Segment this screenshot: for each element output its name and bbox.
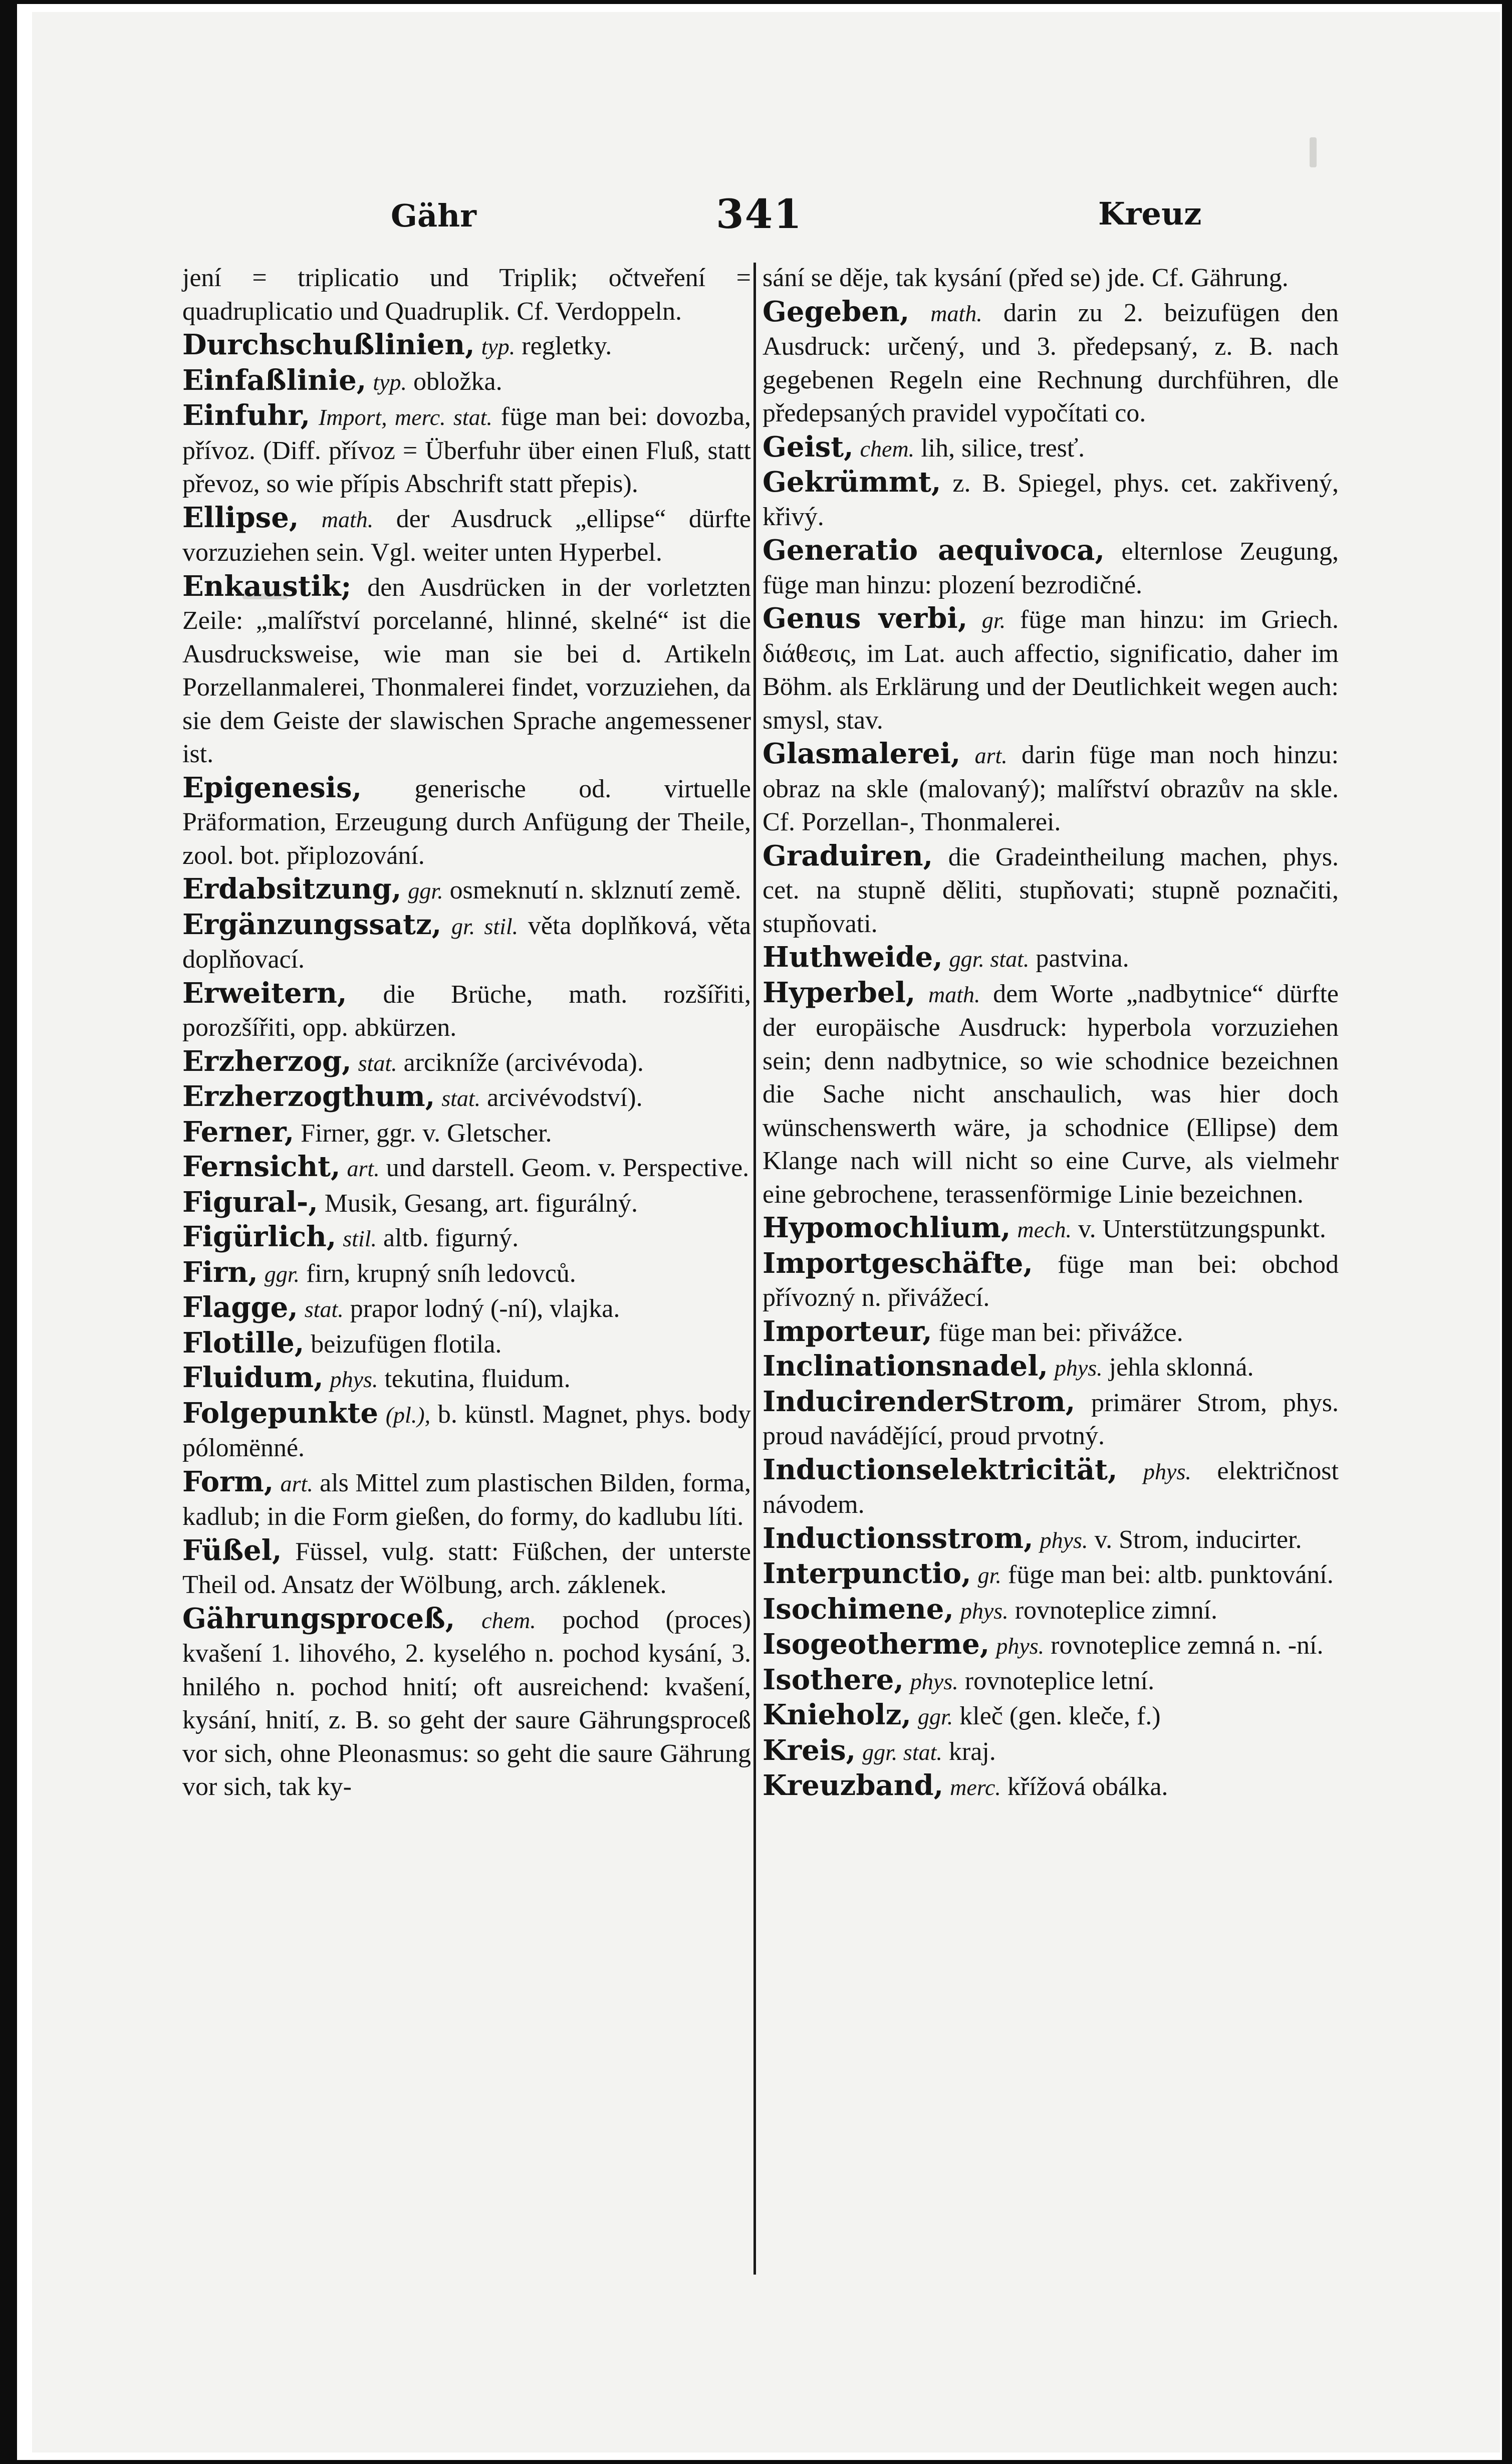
- entry-label: typ.: [481, 334, 516, 359]
- dictionary-entry: [763, 1385, 1339, 1453]
- entry-label: stil.: [343, 1226, 377, 1251]
- entry-label: ggr. stat.: [862, 1739, 942, 1765]
- entry-headword: Isochimene,: [763, 1592, 954, 1626]
- scan-mark: [1310, 137, 1317, 167]
- entry-text: pochod (proces) kvašení 1. lihového, 2. kyselého n. pochod kysání, 3. hnilého n. pochod hnití; oft ausreichend: kvašení, kysání, hnití, z. B. so geht der saure Gährungsproceß vor sich, ohne Pleonasmus: so geht die saure Gährung vor sich, tak ky-: [182, 1605, 751, 1801]
- entry-label: phys.: [910, 1668, 958, 1694]
- entry-headword: Hypomochlium,: [763, 1211, 1011, 1244]
- entry-text: Firner, ggr. v. Gletscher.: [301, 1118, 552, 1148]
- entry-headword: Ergänzungssatz,: [182, 908, 442, 941]
- entry-headword: Erweitern,: [182, 976, 347, 1010]
- entry-text: die Brüche, math. rozšířiti, porozšířiti, opp. abkürzen.: [182, 980, 751, 1042]
- entry-text: primärer Strom, phys. proud navádějící, proud prvotný.: [763, 1388, 1339, 1450]
- entry-headword: Inclinationsnadel,: [763, 1350, 1048, 1383]
- running-head-right: Kreuz: [1098, 195, 1202, 232]
- dictionary-entry: [763, 1453, 1339, 1522]
- entry-headword: Inductionselektricität,: [763, 1453, 1118, 1486]
- entry-text: altb. figurný.: [383, 1224, 519, 1252]
- dictionary-entry: [763, 1698, 1339, 1734]
- dictionary-entry: [182, 1150, 751, 1186]
- entry-text: füge man bei: přivážce.: [938, 1318, 1183, 1347]
- dictionary-entry: [763, 1663, 1339, 1699]
- entry-headword: Gekrümmt,: [763, 466, 941, 499]
- dictionary-entry: [182, 771, 751, 873]
- entry-text: prapor lodný (-ní), vlajka.: [350, 1294, 620, 1323]
- entry-text: der Ausdruck „ellipse“ dürfte vorzuziehen sein. Vgl. weiter unten Hyperbel.: [182, 504, 751, 567]
- entry-label: ggr.: [917, 1704, 953, 1729]
- entry-label: gr.: [977, 1562, 1001, 1588]
- entry-label: chem.: [481, 1607, 536, 1633]
- entry-text: rovnoteplice zimní.: [1015, 1596, 1218, 1625]
- dictionary-entry: [182, 1602, 751, 1804]
- entry-headword: Figürlich,: [182, 1220, 337, 1253]
- entry-headword: Epigenesis,: [182, 771, 362, 804]
- entry-headword: Folgepunkte: [182, 1396, 378, 1430]
- entry-text: lih, silice, tresť.: [921, 433, 1085, 463]
- entry-headword: Kreis,: [763, 1733, 856, 1767]
- dictionary-entry: [763, 534, 1339, 602]
- entry-text: darin zu 2. beizufügen den Ausdruck: určený, und 3. předepsaný, z. B. nach gegebenen Regeln eine Rechnung durchführen, dle předepsaných pravidel vypočítati co.: [763, 298, 1339, 427]
- dictionary-entry: [182, 501, 751, 570]
- entry-headword: Füßel,: [182, 1533, 282, 1567]
- entry-label: mech.: [1017, 1217, 1072, 1242]
- entry-text: Füssel, vulg. statt: Füßchen, der unterste Theil od. Ansatz der Wölbung, arch. záklenek.: [182, 1537, 751, 1599]
- entry-text: v. Unterstützungspunkt.: [1078, 1215, 1326, 1243]
- entry-headword: Fernsicht,: [182, 1150, 341, 1183]
- entry-text: den Ausdrücken in der vorletzten Zeile: „malířství porcelanné, hlinné, skelné“ ist die Ausdrucksweise, wie man sie bei d. Artikeln Porzellanmalerei, Thonmalerei findet, vorzuziehen, da sie dem Geiste der slawischen Sprache angemessener ist.: [182, 573, 751, 768]
- entry-headword: InducirenderStrom,: [763, 1385, 1076, 1418]
- entry-text: křížová obálka.: [1007, 1772, 1168, 1801]
- entry-headword: Importgeschäfte,: [763, 1246, 1033, 1280]
- entry-headword: Erdabsitzung,: [182, 872, 402, 906]
- dictionary-entry: [182, 1115, 751, 1151]
- entry-label: gr. stil.: [451, 913, 519, 939]
- entry-label: stat.: [441, 1085, 481, 1111]
- dictionary-entry: [763, 1315, 1339, 1350]
- entry-label: phys.: [1054, 1355, 1103, 1381]
- entry-text: füge man bei: altb. punktování.: [1007, 1560, 1334, 1589]
- entry-text: kraj.: [948, 1737, 996, 1766]
- dictionary-entry: [182, 1080, 751, 1115]
- entry-label: phys.: [1040, 1527, 1088, 1553]
- dictionary-entry: [182, 977, 751, 1045]
- entry-text: jení = triplicatio und Triplik; očtveření = quadruplicatio und Quadruplik. Cf. Verdoppeln.: [182, 264, 751, 326]
- entry-text: z. B. Spiegel, phys. cet. zakřivený, křivý.: [763, 469, 1339, 531]
- entry-text: beizufügen flotila.: [311, 1329, 502, 1359]
- entry-label: phys.: [330, 1367, 378, 1392]
- entry-text: osmeknutí n. sklznutí země.: [449, 876, 741, 905]
- entry-headword: Inductionsstrom,: [763, 1521, 1034, 1555]
- entry-text: rovnoteplice letní.: [964, 1666, 1155, 1695]
- dictionary-entry: [763, 1211, 1339, 1247]
- entry-text: jehla sklonná.: [1109, 1353, 1254, 1382]
- entry-label: stat.: [304, 1296, 344, 1322]
- dictionary-entry: [182, 1256, 751, 1291]
- entry-headword: Kreuzband,: [763, 1769, 944, 1802]
- entry-text: füge man bei: dovozba, přívoz. (Diff. přívoz = Überfuhr über einen Fluß, statt převoz, so wie přípis Abschrift statt přepis).: [182, 402, 751, 498]
- entry-headword: Interpunctio,: [763, 1557, 971, 1590]
- dictionary-entry: [763, 602, 1339, 737]
- dictionary-entry: [182, 1465, 751, 1534]
- dictionary-entry: [182, 570, 751, 771]
- entry-text: dem Worte „nadbytnice“ dürfte der europäische Ausdruck: hyperbola vorzuziehen sein; denn nadbytnice, so wie schodnice bezeichnen die Sache nicht anschaulich, was hier doch wünschenswerth wäre, ja schodnice (Ellipse) dem Klange nach will nicht so eine Curve, als vielmehr eine gebrochene, terassenförmige Linie bezeichnen.: [763, 979, 1339, 1209]
- entry-text: und darstell. Geom. v. Perspective.: [386, 1154, 749, 1182]
- entry-label: ggr. stat.: [949, 946, 1030, 972]
- dictionary-entry: [763, 262, 1339, 295]
- dictionary-entry: [182, 1326, 751, 1362]
- entry-headword: Generatio aequivoca,: [763, 534, 1105, 567]
- entry-headword: Knieholz,: [763, 1698, 911, 1731]
- dictionary-entry: [763, 1769, 1339, 1805]
- entry-text: kleč (gen. kleče, f.): [959, 1702, 1161, 1730]
- dictionary-entry: [763, 976, 1339, 1212]
- entry-text: věta doplňková, věta doplňovací.: [182, 911, 751, 974]
- dictionary-entry: [763, 1557, 1339, 1593]
- dictionary-entry: [763, 1734, 1339, 1769]
- entry-headword: Gegeben,: [763, 295, 910, 328]
- entry-text: füge man bei: obchod přívozný n. přivážecí.: [763, 1250, 1339, 1312]
- entry-label: math.: [321, 506, 374, 532]
- entry-headword: Isothere,: [763, 1663, 904, 1696]
- entry-headword: Gährungsproceß,: [182, 1602, 455, 1635]
- dictionary-entry: [182, 872, 751, 908]
- entry-text: darin füge man noch hinzu: obraz na skle (malovaný); malířství obrazův na skle. Cf. Porzellan-, Thonmalerei.: [763, 741, 1339, 836]
- entry-label: stat.: [358, 1050, 397, 1076]
- dictionary-entry: [763, 1628, 1339, 1663]
- entry-label: gr.: [981, 607, 1006, 633]
- entry-label: math.: [930, 300, 982, 326]
- dictionary-entry: [182, 1220, 751, 1256]
- entry-headword: Erzherzog,: [182, 1044, 352, 1078]
- entry-text: električnost návodem.: [763, 1456, 1339, 1519]
- dictionary-entry: [763, 1350, 1339, 1385]
- dictionary-entry: [182, 1291, 751, 1326]
- right-column: [763, 262, 1339, 1805]
- entry-headword: Enkaustik;: [182, 569, 352, 603]
- dictionary-entry: [182, 1186, 751, 1221]
- dictionary-entry: [182, 1045, 751, 1080]
- entry-text: tekutina, fluidum.: [384, 1365, 571, 1393]
- entry-headword: Genus verbi,: [763, 602, 968, 635]
- entry-text: firn, krupný sníh ledovců.: [306, 1259, 576, 1288]
- entry-label: chem.: [860, 435, 915, 462]
- dictionary-entry: [763, 430, 1339, 466]
- entry-text: generische od. virtuelle Präformation, Erzeugung durch Anfügung der Theile, zool. bot. připlozování.: [182, 774, 751, 870]
- dictionary-entry: [182, 399, 751, 501]
- entry-headword: Ferner,: [182, 1115, 295, 1149]
- dictionary-entry: [182, 908, 751, 977]
- dictionary-entry: [182, 328, 751, 364]
- entry-label: math.: [928, 981, 980, 1007]
- entry-text: die Gradeintheilung machen, phys. cet. na stupně děliti, stupňovati; stupně poznačiti, stupňovati.: [763, 842, 1339, 938]
- entry-label: phys.: [1143, 1458, 1191, 1484]
- entry-label: phys.: [996, 1633, 1045, 1659]
- entry-label: art.: [280, 1470, 313, 1496]
- entry-text: b. künstl. Magnet, phys. body pólomënné.: [182, 1400, 751, 1462]
- entry-text: elternlose Zeugung, füge man hinzu: plození bezrodičné.: [763, 537, 1339, 599]
- entry-text: Musik, Gesang, art. figurálný.: [324, 1189, 638, 1218]
- entry-headword: Glasmalerei,: [763, 737, 961, 770]
- entry-text: rovnoteplice zemná n. -ní.: [1051, 1631, 1324, 1660]
- entry-headword: Firn,: [182, 1255, 258, 1289]
- dictionary-entry: [763, 737, 1339, 839]
- dictionary-entry: [182, 262, 751, 328]
- dictionary-entry: [763, 941, 1339, 976]
- dictionary-entry: [763, 1522, 1339, 1557]
- entry-headword: Einfaßlinie,: [182, 363, 367, 397]
- page-sheet: [32, 12, 1500, 2452]
- dictionary-entry: [182, 1397, 751, 1465]
- entry-text: sání se děje, tak kysání (před se) jde. Cf. Gährung.: [763, 264, 1289, 292]
- dictionary-entry: [763, 466, 1339, 534]
- running-head-left: Gähr: [391, 197, 476, 234]
- left-column: [182, 262, 751, 1804]
- dictionary-entry: [763, 839, 1339, 941]
- entry-headword: Fluidum,: [182, 1361, 324, 1394]
- entry-headword: Durchschußlinien,: [182, 328, 475, 361]
- entry-text: regletky.: [522, 332, 612, 360]
- entry-headword: Huthweide,: [763, 941, 943, 974]
- entry-label: phys.: [960, 1598, 1009, 1624]
- entry-headword: Form,: [182, 1465, 274, 1498]
- dictionary-entry: [182, 364, 751, 399]
- entry-headword: Flagge,: [182, 1291, 298, 1324]
- entry-text: obložka.: [413, 367, 502, 396]
- entry-label: (pl.),: [385, 1402, 431, 1428]
- entry-label: Import, merc. stat.: [318, 404, 492, 430]
- entry-text: füge man hinzu: im Griech. διάθεσις, im Lat. auch affectio, significatio, daher im Böhm. als Erklärung und der Deutlichkeit wegen auch: smysl, stav.: [763, 605, 1339, 735]
- entry-headword: Figural-,: [182, 1185, 318, 1219]
- entry-headword: Ellipse,: [182, 501, 299, 534]
- entry-headword: Einfuhr,: [182, 399, 311, 432]
- entry-text: v. Strom, inducirter.: [1094, 1525, 1302, 1554]
- entry-headword: Graduiren,: [763, 839, 933, 872]
- column-rule: [753, 263, 756, 2275]
- entry-label: merc.: [950, 1774, 1001, 1800]
- entry-headword: Erzherzogthum,: [182, 1080, 435, 1113]
- dictionary-entry: [763, 1593, 1339, 1628]
- page-number: 341: [716, 190, 803, 238]
- entry-text: arcivévodství).: [487, 1083, 643, 1112]
- page-header: [32, 177, 1500, 238]
- dictionary-entry: [763, 1247, 1339, 1315]
- entry-headword: Hyperbel,: [763, 976, 916, 1009]
- entry-headword: Isogeotherme,: [763, 1628, 990, 1661]
- entry-label: ggr.: [408, 878, 443, 904]
- entry-label: ggr.: [264, 1261, 300, 1287]
- dictionary-entry: [182, 1361, 751, 1397]
- entry-text: pastvina.: [1036, 944, 1129, 973]
- entry-label: art.: [347, 1156, 380, 1181]
- dictionary-entry: [182, 1534, 751, 1602]
- entry-text: arcikníže (arcivévoda).: [403, 1048, 644, 1077]
- entry-label: typ.: [373, 369, 407, 395]
- dictionary-entry: [763, 295, 1339, 430]
- entry-label: art.: [974, 743, 1007, 768]
- entry-headword: Geist,: [763, 430, 854, 464]
- entry-headword: Flotille,: [182, 1326, 305, 1360]
- entry-text: als Mittel zum plastischen Bilden, forma, kadlub; in die Form gießen, do formy, do kadlubu líti.: [182, 1468, 751, 1531]
- entry-headword: Importeur,: [763, 1314, 932, 1348]
